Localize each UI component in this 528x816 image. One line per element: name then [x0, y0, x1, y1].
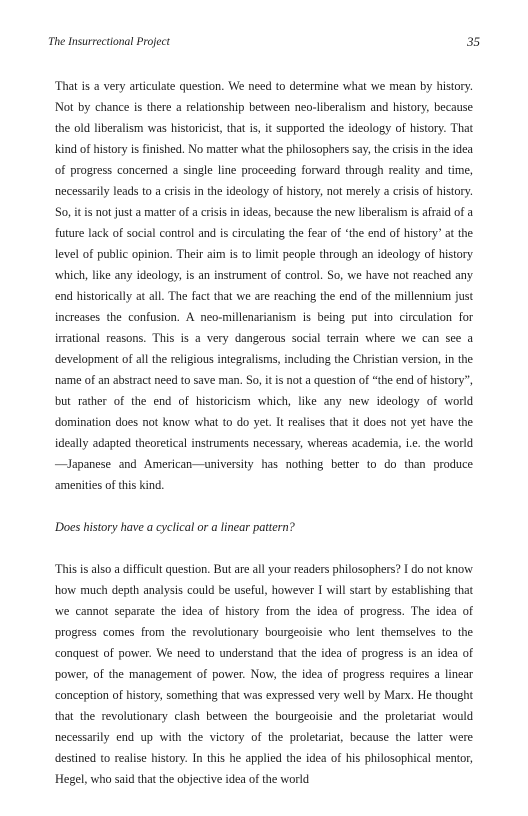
page-body: [55, 76, 473, 790]
answer-paragraph: This is also a difficult question. But are all your readers philosophers? I do not know how much depth analysis could be useful, however I will start by establishing that we cannot separate the idea of history from the idea of progress. The idea of progress comes from the revolutionary bourgeoisie who lent themselves to the conquest of power. We need to understand that the idea of progress is an idea of power, of the management of power. Now, the idea of progress requires a linear conception of history, something that was expressed very well by Marx. He thought that the revolutionary clash between the bourgeoisie and the proletariat would necessarily end up with the victory of the proletariat, because the latter were destined to realise history. In this he applied the idea of his philosophical mentor, Hegel, who said that the objective idea of the world: [55, 562, 473, 786]
answer-paragraph: That is a very articulate question. We need to determine what we mean by history. Not by chance is there a relationship between neo-liberalism and history, because the old liberalism was historicist, that is, it supported the ideology of history. That kind of history is finished. No matter what the philosophers say, the crisis in the idea of progress concerned a single line proceeding forward through reality and time, necessarily leads to a crisis in the ideology of history, not merely a crisis of history. So, it is not just a matter of a crisis in ideas, because the new liberalism is afraid of a future lack of social control and is circulating the fear of ‘the end of history’ at the level of public opinion. Their aim is to limit people through an ideology of history which, like any ideology, is an instrument of control. So, we have not reached any end historically at all. The fact that we are reaching the end of the millennium just increases the confusion. A neo-millenarianism is being put into circulation for irrational reasons. This is a very dangerous social terrain where we can see a development of all the religious integralisms, including the Christian version, in the name of an abstract need to save man. So, it is not a question of “the end of history”, but rather of the end of historicism which, like any new ideology of world domination does not know what to do yet. It realises that it does not yet have the ideally adapted theoretical instruments necessary, whereas academia, i.e. the world—Japanese and American—university has nothing better to do than produce amenities of this kind.: [55, 79, 473, 492]
interview-question: Does history have a cyclical or a linear pattern?: [55, 520, 295, 534]
running-title: The Insurrectional Project: [48, 36, 170, 48]
page-number: 35: [467, 34, 480, 49]
running-header: [48, 34, 480, 50]
